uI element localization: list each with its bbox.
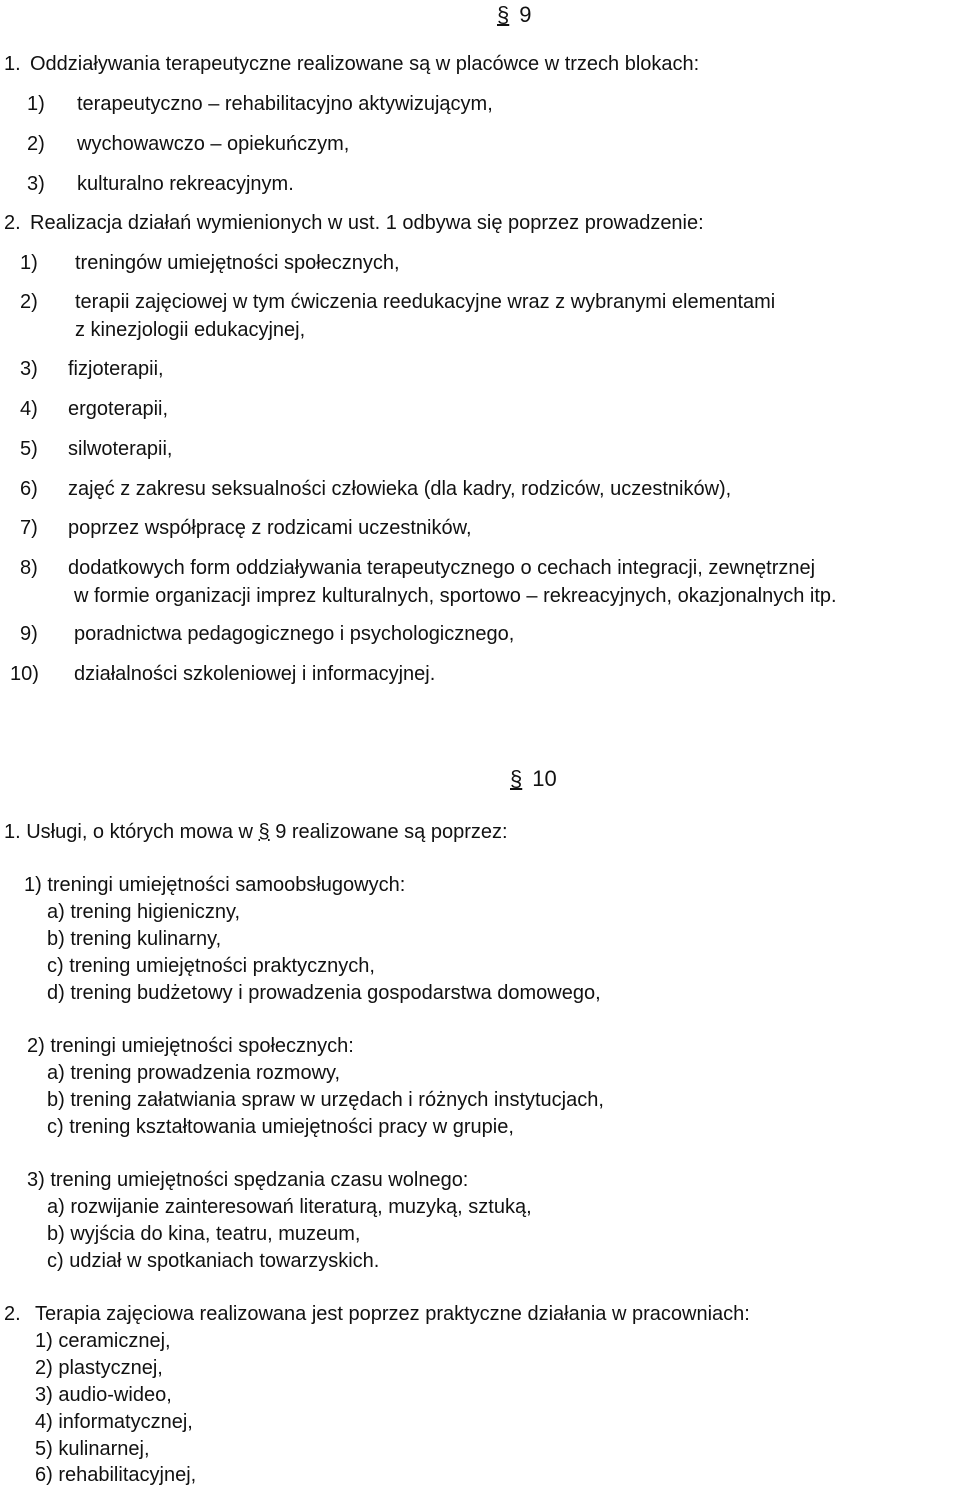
list-number: 8) <box>20 557 38 579</box>
list-item: 2) plastycznej, <box>35 1357 163 1379</box>
paragraph-2-therapy <box>4 1302 750 1326</box>
section-number: 10 <box>532 766 557 791</box>
list-text: działalności szkoleniowej i informacyjnej. <box>74 663 436 685</box>
list-number: 2) <box>20 291 38 313</box>
list-text: wychowawczo – opiekuńczym, <box>77 133 350 155</box>
list-number: 9) <box>20 623 38 645</box>
list-text: zajęć z zakresu seksualności człowieka (dla kadry, rodziców, uczestników), <box>68 478 732 500</box>
list-item <box>27 132 349 156</box>
list-number: 1) <box>20 252 38 274</box>
list-item: 4) informatycznej, <box>35 1411 193 1433</box>
section-10-heading <box>510 766 557 792</box>
list-text: treningów umiejętności społecznych, <box>75 252 400 274</box>
paragraph-text: Oddziaływania terapeutyczne realizowane są w placówce w trzech blokach: <box>30 53 700 75</box>
list-number: 7) <box>20 517 38 539</box>
group-title: 1) treningi umiejętności samoobsługowych: <box>24 874 406 896</box>
list-number: 10) <box>10 663 39 685</box>
list-item: 1) ceramicznej, <box>35 1330 171 1352</box>
list-number: 3) <box>20 358 38 380</box>
list-text: fizjoterapii, <box>68 358 164 380</box>
list-item <box>20 516 472 540</box>
list-text-continuation: w formie organizacji imprez kulturalnych, sportowo – rekreacyjnych, okazjonalnych itp. <box>74 585 837 607</box>
list-text: kulturalno rekreacyjnym. <box>77 173 294 195</box>
paragraph-1 <box>4 52 699 76</box>
list-number: 2) <box>27 133 45 155</box>
list-item <box>27 92 493 116</box>
list-text-continuation: z kinezjologii edukacyjnej, <box>75 319 306 341</box>
list-text: poprzez współpracę z rodzicami uczestników, <box>68 517 472 539</box>
list-item: c) trening kształtowania umiejętności pracy w grupie, <box>47 1116 514 1138</box>
list-number: 1) <box>27 93 45 115</box>
paragraph-number: 2. <box>4 212 21 234</box>
paragraph-text: 1. Usługi, o których mowa w <box>4 821 259 843</box>
paragraph-text: realizowane są poprzez: <box>286 821 508 843</box>
section-number: 9 <box>519 2 532 27</box>
list-text: terapeutyczno – rehabilitacyjno aktywizującym, <box>77 93 493 115</box>
list-text: silwoterapii, <box>68 438 173 460</box>
paragraph-text: Terapia zajęciowa realizowana jest poprzez praktyczne działania w pracowniach: <box>35 1303 750 1325</box>
list-number: 3) <box>27 173 45 195</box>
list-text: terapii zajęciowej w tym ćwiczenia reedukacyjne wraz z wybranymi elementami <box>75 291 776 313</box>
paragraph-number: 1. <box>4 53 21 75</box>
list-item: b) trening załatwiania spraw w urzędach i różnych instytucjach, <box>47 1089 604 1111</box>
list-item <box>20 437 172 461</box>
list-item: d) trening budżetowy i prowadzenia gospodarstwa domowego, <box>47 982 601 1004</box>
list-item: 5) kulinarnej, <box>35 1438 150 1460</box>
paragraph-text: Realizacja działań wymienionych w ust. 1 odbywa się poprzez prowadzenie: <box>30 212 704 234</box>
list-item: 3) audio-wideo, <box>35 1384 172 1406</box>
list-item: b) trening kulinarny, <box>47 928 222 950</box>
list-item <box>20 290 775 314</box>
section-reference-number: 9 <box>269 821 287 843</box>
paragraph-1-services <box>4 820 508 844</box>
section-sign: § <box>258 821 270 843</box>
section-9-heading <box>497 2 532 28</box>
group-title: 2) treningi umiejętności społecznych: <box>27 1035 354 1057</box>
list-item <box>27 172 294 196</box>
list-item: c) udział w spotkaniach towarzyskich. <box>47 1250 380 1272</box>
list-text: ergoterapii, <box>68 398 169 420</box>
list-item: b) wyjścia do kina, teatru, muzeum, <box>47 1223 361 1245</box>
list-item: a) rozwijanie zainteresowań literaturą, muzyką, sztuką, <box>47 1196 532 1218</box>
list-item <box>20 622 514 646</box>
paragraph-2 <box>4 211 704 235</box>
list-item <box>20 397 168 421</box>
list-number: 5) <box>20 438 38 460</box>
group-title: 3) trening umiejętności spędzania czasu wolnego: <box>27 1169 469 1191</box>
list-item <box>20 477 731 501</box>
list-item <box>20 556 815 580</box>
list-item: a) trening higieniczny, <box>47 901 241 923</box>
list-number: 4) <box>20 398 38 420</box>
list-item: a) trening prowadzenia rozmowy, <box>47 1062 341 1084</box>
list-text: dodatkowych form oddziaływania terapeutycznego o cechach integracji, zewnętrznej <box>68 557 816 579</box>
list-item <box>20 251 400 275</box>
list-text: poradnictwa pedagogicznego i psychologicznego, <box>74 623 515 645</box>
paragraph-number: 2. <box>4 1303 21 1325</box>
section-sign: § <box>510 766 523 791</box>
list-number: 6) <box>20 478 38 500</box>
list-item <box>20 357 164 381</box>
section-sign: § <box>497 2 510 27</box>
list-item: 6) rehabilitacyjnej, <box>35 1464 197 1486</box>
list-item <box>10 662 435 686</box>
list-item: c) trening umiejętności praktycznych, <box>47 955 375 977</box>
